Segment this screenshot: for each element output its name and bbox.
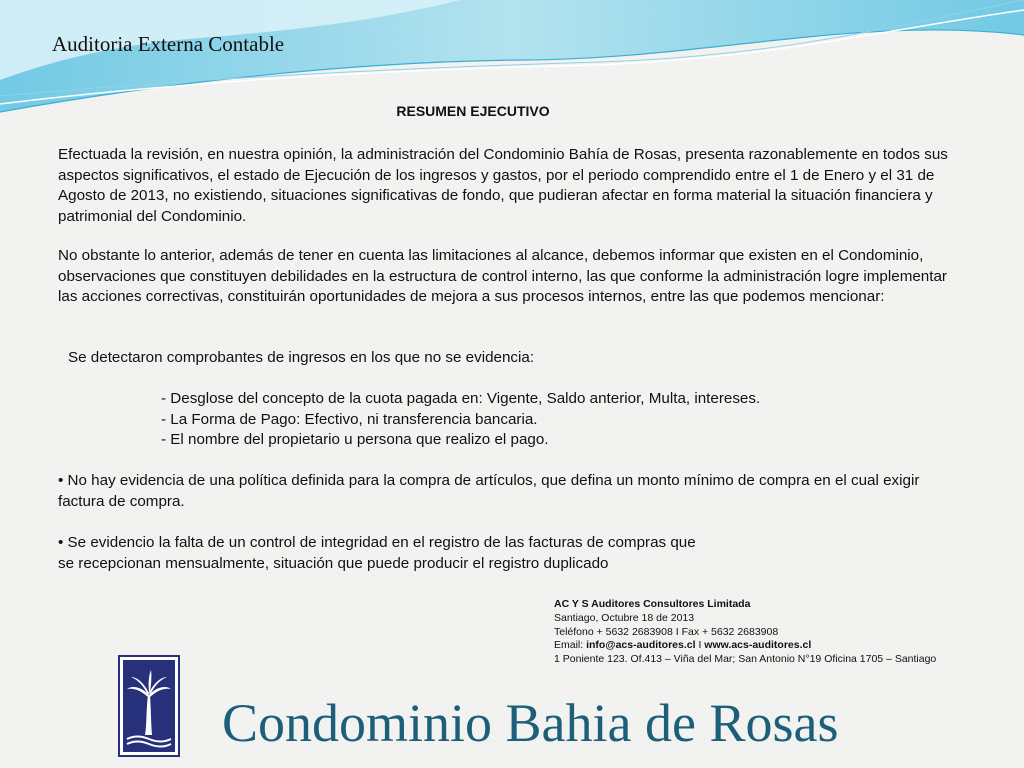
- contact-date: Santiago, Octubre 18 de 2013: [554, 611, 695, 624]
- paragraph-observations: No obstante lo anterior, además de tener en cuenta las limitaciones al alcance, debemos informar que existen en el Condominio, observaciones que constituyen debilidades en la estructura de control interno, las que conforme la administración logre implementar las acciones correctivas, constituirán oportunidades de mejora a sus procesos internos, entre las que podemos mencionar:: [58, 247, 947, 305]
- brand-name: Condominio Bahia de Rosas: [222, 693, 839, 753]
- findings-list: [161, 389, 760, 451]
- list-item: - La Forma de Pago: Efectivo, ni transferencia bancaria.: [161, 410, 538, 428]
- bullet-purchase-policy: • No hay evidencia de una política definida para la compra de artículos, que defina un monto mínimo de compra en el cual exigir factura de compra.: [58, 472, 920, 510]
- palm-tree-logo-icon: [118, 655, 180, 757]
- contact-block: [554, 598, 936, 667]
- company-name: AC Y S Auditores Consultores Limitada: [554, 598, 751, 610]
- contact-phone: Teléfono + 5632 2683908 I Fax + 5632 2683908: [554, 625, 779, 638]
- list-item: - Desglose del concepto de la cuota pagada en: Vigente, Saldo anterior, Multa, intereses.: [161, 390, 761, 407]
- email-link[interactable]: info@acs-auditores.cl: [586, 639, 696, 652]
- bullet-integrity-control: • Se evidencio la falta de un control de integridad en el registro de las facturas de compras que se recepcionan mensualmente, situación que puede producir el registro duplicado: [58, 534, 696, 572]
- paragraph-opinion: Efectuada la revisión, en nuestra opinión, la administración del Condominio Bahía de Rosas, presenta razonablemente en todos sus aspectos significativos, el estado de Ejecución de los ingresos y gastos, por el periodo comprendido entre el 1 de Enero y el 31 de Agosto de 2013, no existiendo, situaciones significativas de fondo, que pudieran afectar en forma material la situación financiera y patrimonial del Condominio.: [58, 146, 948, 225]
- contact-separator: I: [695, 639, 705, 652]
- section-heading: RESUMEN EJECUTIVO: [396, 103, 550, 119]
- slide-title: Auditoria Externa Contable: [52, 32, 285, 56]
- email-label: Email:: [554, 639, 587, 652]
- contact-address: 1 Poniente 123. Of.413 – Viña del Mar; San Antonio N°19 Oficina 1705 – Santiago: [554, 653, 937, 666]
- website-link[interactable]: www.acs-auditores.cl: [704, 639, 812, 652]
- list-item: - El nombre del propietario u persona que realizo el pago.: [161, 431, 549, 448]
- paragraph-findings-intro: Se detectaron comprobantes de ingresos en los que no se evidencia:: [68, 349, 535, 366]
